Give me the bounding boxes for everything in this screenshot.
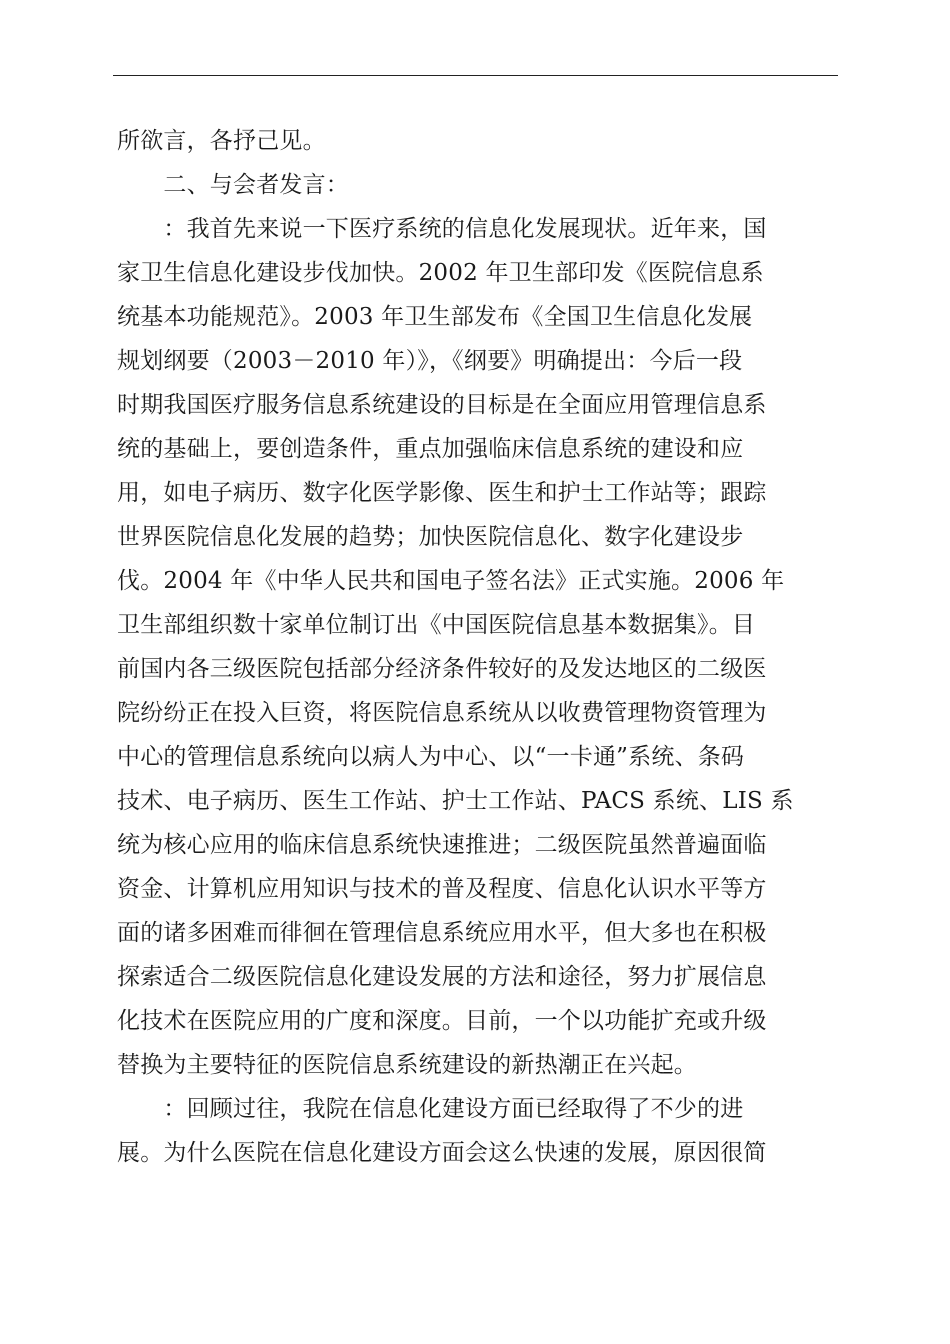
text-line: 化技术在医院应用的广度和深度。目前，一个以功能扩充或升级 [117, 1008, 767, 1034]
text-line: 探索适合二级医院信息化建设发展的方法和途径，努力扩展信息 [117, 964, 767, 990]
text-line: 统基本功能规范》。2003 年卫生部发布《全国卫生信息化发展 [117, 304, 753, 330]
text-line: 所欲言，各抒己见。 [117, 128, 326, 154]
text-line: 资金、计算机应用知识与技术的普及程度、信息化认识水平等方 [117, 876, 767, 902]
text-line: 前国内各三级医院包括部分经济条件较好的及发达地区的二级医 [117, 656, 767, 682]
document-body [117, 119, 833, 1175]
text-line: 伐。2004 年《中华人民共和国电子签名法》正式实施。2006 年 [117, 568, 785, 594]
text-line: 卫生部组织数十家单位制订出《中国医院信息基本数据集》。目 [117, 612, 756, 638]
text-line: 技术、电子病历、医生工作站、护士工作站、PACS 系统、LIS 系 [117, 788, 794, 814]
section-heading: 二、与会者发言： [117, 172, 349, 198]
text-line: 世界医院信息化发展的趋势；加快医院信息化、数字化建设步 [117, 524, 744, 550]
text-line: 时期我国医疗服务信息系统建设的目标是在全面应用管理信息系 [117, 392, 767, 418]
text-line: 用，如电子病历、数字化医学影像、医生和护士工作站等；跟踪 [117, 480, 767, 506]
text-line: 统为核心应用的临床信息系统快速推进；二级医院虽然普遍面临 [117, 832, 767, 858]
text-line: 统的基础上，要创造条件，重点加强临床信息系统的建设和应 [117, 436, 744, 462]
header-rule [113, 75, 838, 76]
text-line: 中心的管理信息系统向以病人为中心、以“一卡通”系统、条码 [117, 744, 745, 770]
text-line: 替换为主要特征的医院信息系统建设的新热潮正在兴起。 [117, 1052, 697, 1078]
text-line: 家卫生信息化建设步伐加快。2002 年卫生部印发《医院信息系 [117, 260, 764, 286]
text-line: 展。为什么医院在信息化建设方面会这么快速的发展，原因很简 [117, 1140, 767, 1166]
text-line: 规划纲要（2003－2010 年）》，《纲要》明确提出：今后一段 [117, 348, 743, 374]
text-line: 面的诸多困难而徘徊在管理信息系统应用水平，但大多也在积极 [117, 920, 767, 946]
text-line: ：我首先来说一下医疗系统的信息化发展现状。近年来，国 [117, 216, 767, 242]
text-line: 院纷纷正在投入巨资，将医院信息系统从以收费管理物资管理为 [117, 700, 767, 726]
text-line: ：回顾过往，我院在信息化建设方面已经取得了不少的进 [117, 1096, 744, 1122]
